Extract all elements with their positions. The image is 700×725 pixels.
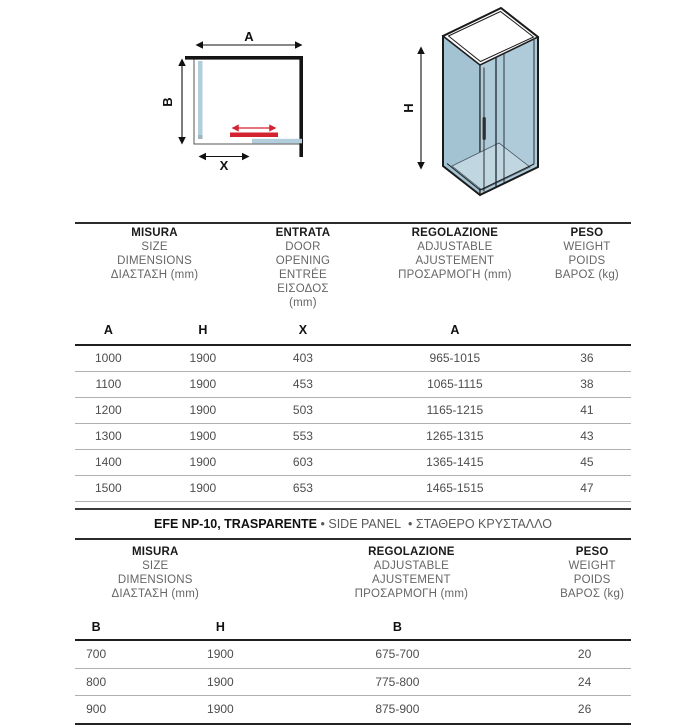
- header-line: ENTRATA: [275, 227, 331, 239]
- header-line: ADJUSTABLE: [373, 560, 450, 572]
- cell-h: 1900: [207, 647, 234, 661]
- table-row: [75, 476, 631, 502]
- col-header-peso: [514, 545, 631, 601]
- cell-adjustment: 1065-1115: [427, 377, 483, 391]
- header-line: WEIGHT: [568, 560, 616, 572]
- cell-adjustment: 965-1015: [429, 351, 481, 365]
- cell-x: 603: [292, 455, 313, 469]
- table-row: [75, 398, 631, 424]
- header-line: ΔΙΑΣΤΑΣΗ (mm): [111, 588, 200, 600]
- subheader-x: X: [298, 323, 308, 337]
- cell-h: 1900: [189, 455, 217, 469]
- col-header-misura: [75, 545, 309, 601]
- cell-h: 1900: [207, 674, 234, 689]
- cell-adjustment: 1165-1215: [426, 403, 484, 417]
- cell-x: 453: [292, 377, 313, 391]
- subheader-adj-b: B: [392, 620, 402, 634]
- header-line: ΒΑΡΟΣ (kg): [560, 588, 625, 600]
- header-line: AJUSTEMENT: [372, 574, 451, 586]
- header-line: PESO: [575, 546, 609, 558]
- glass-panel-left: [198, 61, 203, 139]
- bullet-separator: •: [408, 517, 413, 531]
- header-line: ΒΑΡΟΣ (kg): [554, 269, 619, 281]
- header-line: MISURA: [131, 546, 179, 558]
- table-side-panel-sizes: [75, 538, 631, 725]
- dim-a-label: A: [244, 29, 254, 44]
- cell-adjustment: 1365-1415: [426, 455, 484, 469]
- plan-view-diagram: [160, 28, 325, 178]
- subheader-adj-a: A: [450, 323, 460, 337]
- table-row: [75, 424, 631, 450]
- cell-a: 1400: [95, 455, 122, 469]
- cell-weight: 47: [580, 481, 594, 495]
- cell-weight: 20: [577, 647, 592, 661]
- cell-a: 1500: [95, 481, 122, 495]
- spec-tables: [75, 222, 631, 725]
- col-header-regolazione: [342, 226, 531, 310]
- header-line: AJUSTEMENT: [415, 255, 495, 267]
- bullet-separator: •: [320, 517, 325, 531]
- header-line: ΔΙΑΣΤΑΣΗ (mm): [110, 269, 199, 281]
- subheader-b: B: [91, 620, 101, 634]
- table2-header: [75, 538, 631, 601]
- cell-weight: 26: [577, 702, 592, 716]
- table-row: [75, 696, 631, 725]
- wall-top: [185, 56, 303, 60]
- cell-b: 800: [86, 674, 107, 689]
- greek-label: ΣΤΑΘΕΡΟ ΚΡΥΣΤΑΛΛΟ: [415, 517, 552, 531]
- cell-h: 1900: [189, 403, 217, 417]
- subheader-weight: [531, 316, 631, 344]
- cell-adjustment: 1465-1515: [426, 481, 484, 495]
- table2-subheader: [75, 615, 631, 641]
- header-line: ADJUSTABLE: [417, 241, 493, 253]
- cell-x: 403: [292, 351, 313, 365]
- subheader-h: H: [215, 620, 225, 634]
- header-line: ENTRÉE: [279, 269, 327, 281]
- table1-subheader: [75, 316, 631, 346]
- cell-x: 653: [292, 481, 313, 495]
- cell-a: 1000: [95, 351, 122, 365]
- header-line: WEIGHT: [563, 241, 611, 253]
- table-door-sizes: [75, 222, 631, 510]
- header-line: DIMENSIONS: [117, 255, 192, 267]
- cell-weight: 36: [580, 351, 594, 365]
- header-line: POIDS: [573, 574, 611, 586]
- dim-b-label: B: [160, 97, 175, 107]
- cell-h: 1900: [189, 351, 217, 365]
- cell-a: 1100: [95, 377, 122, 391]
- cell-weight: 43: [580, 429, 594, 443]
- cell-h: 1900: [207, 702, 234, 716]
- table-row: [75, 372, 631, 398]
- cell-weight: 24: [577, 674, 592, 689]
- product-name: EFE NP-10, TRASPARENTE: [154, 517, 318, 531]
- cell-x: 503: [292, 403, 313, 417]
- isometric-view-diagram: [400, 0, 595, 205]
- header-line: DIMENSIONS: [117, 574, 193, 586]
- table-row: [75, 669, 631, 697]
- cell-a: 1200: [95, 403, 122, 417]
- table-row: [75, 450, 631, 476]
- sliding-door-bar: [230, 133, 278, 138]
- glass-panel-bottom: [252, 139, 302, 144]
- cell-h: 1900: [189, 429, 217, 443]
- cell-h: 1900: [189, 481, 217, 495]
- section-title: [75, 516, 631, 533]
- col-header-peso: [531, 226, 631, 310]
- table1-header: [75, 222, 631, 310]
- cell-x: 553: [292, 429, 313, 443]
- header-line: SIZE: [141, 241, 168, 253]
- glass-panel-left-cap: [198, 135, 203, 139]
- cell-weight: 45: [580, 455, 594, 469]
- dim-h-label: H: [401, 103, 416, 113]
- header-line: ΠΡΟΣΑΡΜΟΓΗ (mm): [398, 269, 512, 281]
- cell-b: 900: [86, 702, 107, 716]
- col-header-misura: [75, 226, 264, 310]
- subheader-weight: [514, 615, 631, 639]
- table-row: [75, 346, 631, 372]
- cell-h: 1900: [189, 377, 217, 391]
- header-line: ΕΙΣΟΔΟΣ (mm): [277, 283, 329, 309]
- header-line: MISURA: [131, 227, 178, 239]
- subheader-h: H: [198, 323, 208, 337]
- header-line: ΠΡΟΣΑΡΜΟΓΗ (mm): [354, 588, 469, 600]
- header-line: SIZE: [142, 560, 169, 572]
- cell-adjustment: 875-900: [375, 702, 420, 716]
- table1-bottom-rule: [75, 508, 631, 510]
- door-handle: [483, 117, 486, 140]
- subheader-a: A: [103, 323, 113, 337]
- enclosure-outline: [194, 60, 302, 145]
- header-line: REGOLAZIONE: [368, 546, 455, 558]
- header-line: DOOR OPENING: [275, 241, 331, 267]
- dim-x-label: X: [219, 158, 229, 173]
- cell-weight: 38: [580, 377, 594, 391]
- cell-adjustment: 1265-1315: [426, 429, 484, 443]
- table-row: [75, 641, 631, 669]
- cell-a: 1300: [95, 429, 122, 443]
- cell-weight: 41: [580, 403, 594, 417]
- header-line: REGOLAZIONE: [411, 227, 499, 239]
- side-panel-label: SIDE PANEL: [328, 517, 402, 531]
- col-header-entrata: [264, 226, 342, 310]
- cell-adjustment: 775-800: [375, 674, 420, 689]
- header-line: POIDS: [568, 255, 606, 267]
- col-header-regolazione: [309, 545, 515, 601]
- cell-adjustment: 675-700: [375, 647, 420, 661]
- cell-b: 700: [86, 647, 107, 661]
- header-line: PESO: [570, 227, 604, 239]
